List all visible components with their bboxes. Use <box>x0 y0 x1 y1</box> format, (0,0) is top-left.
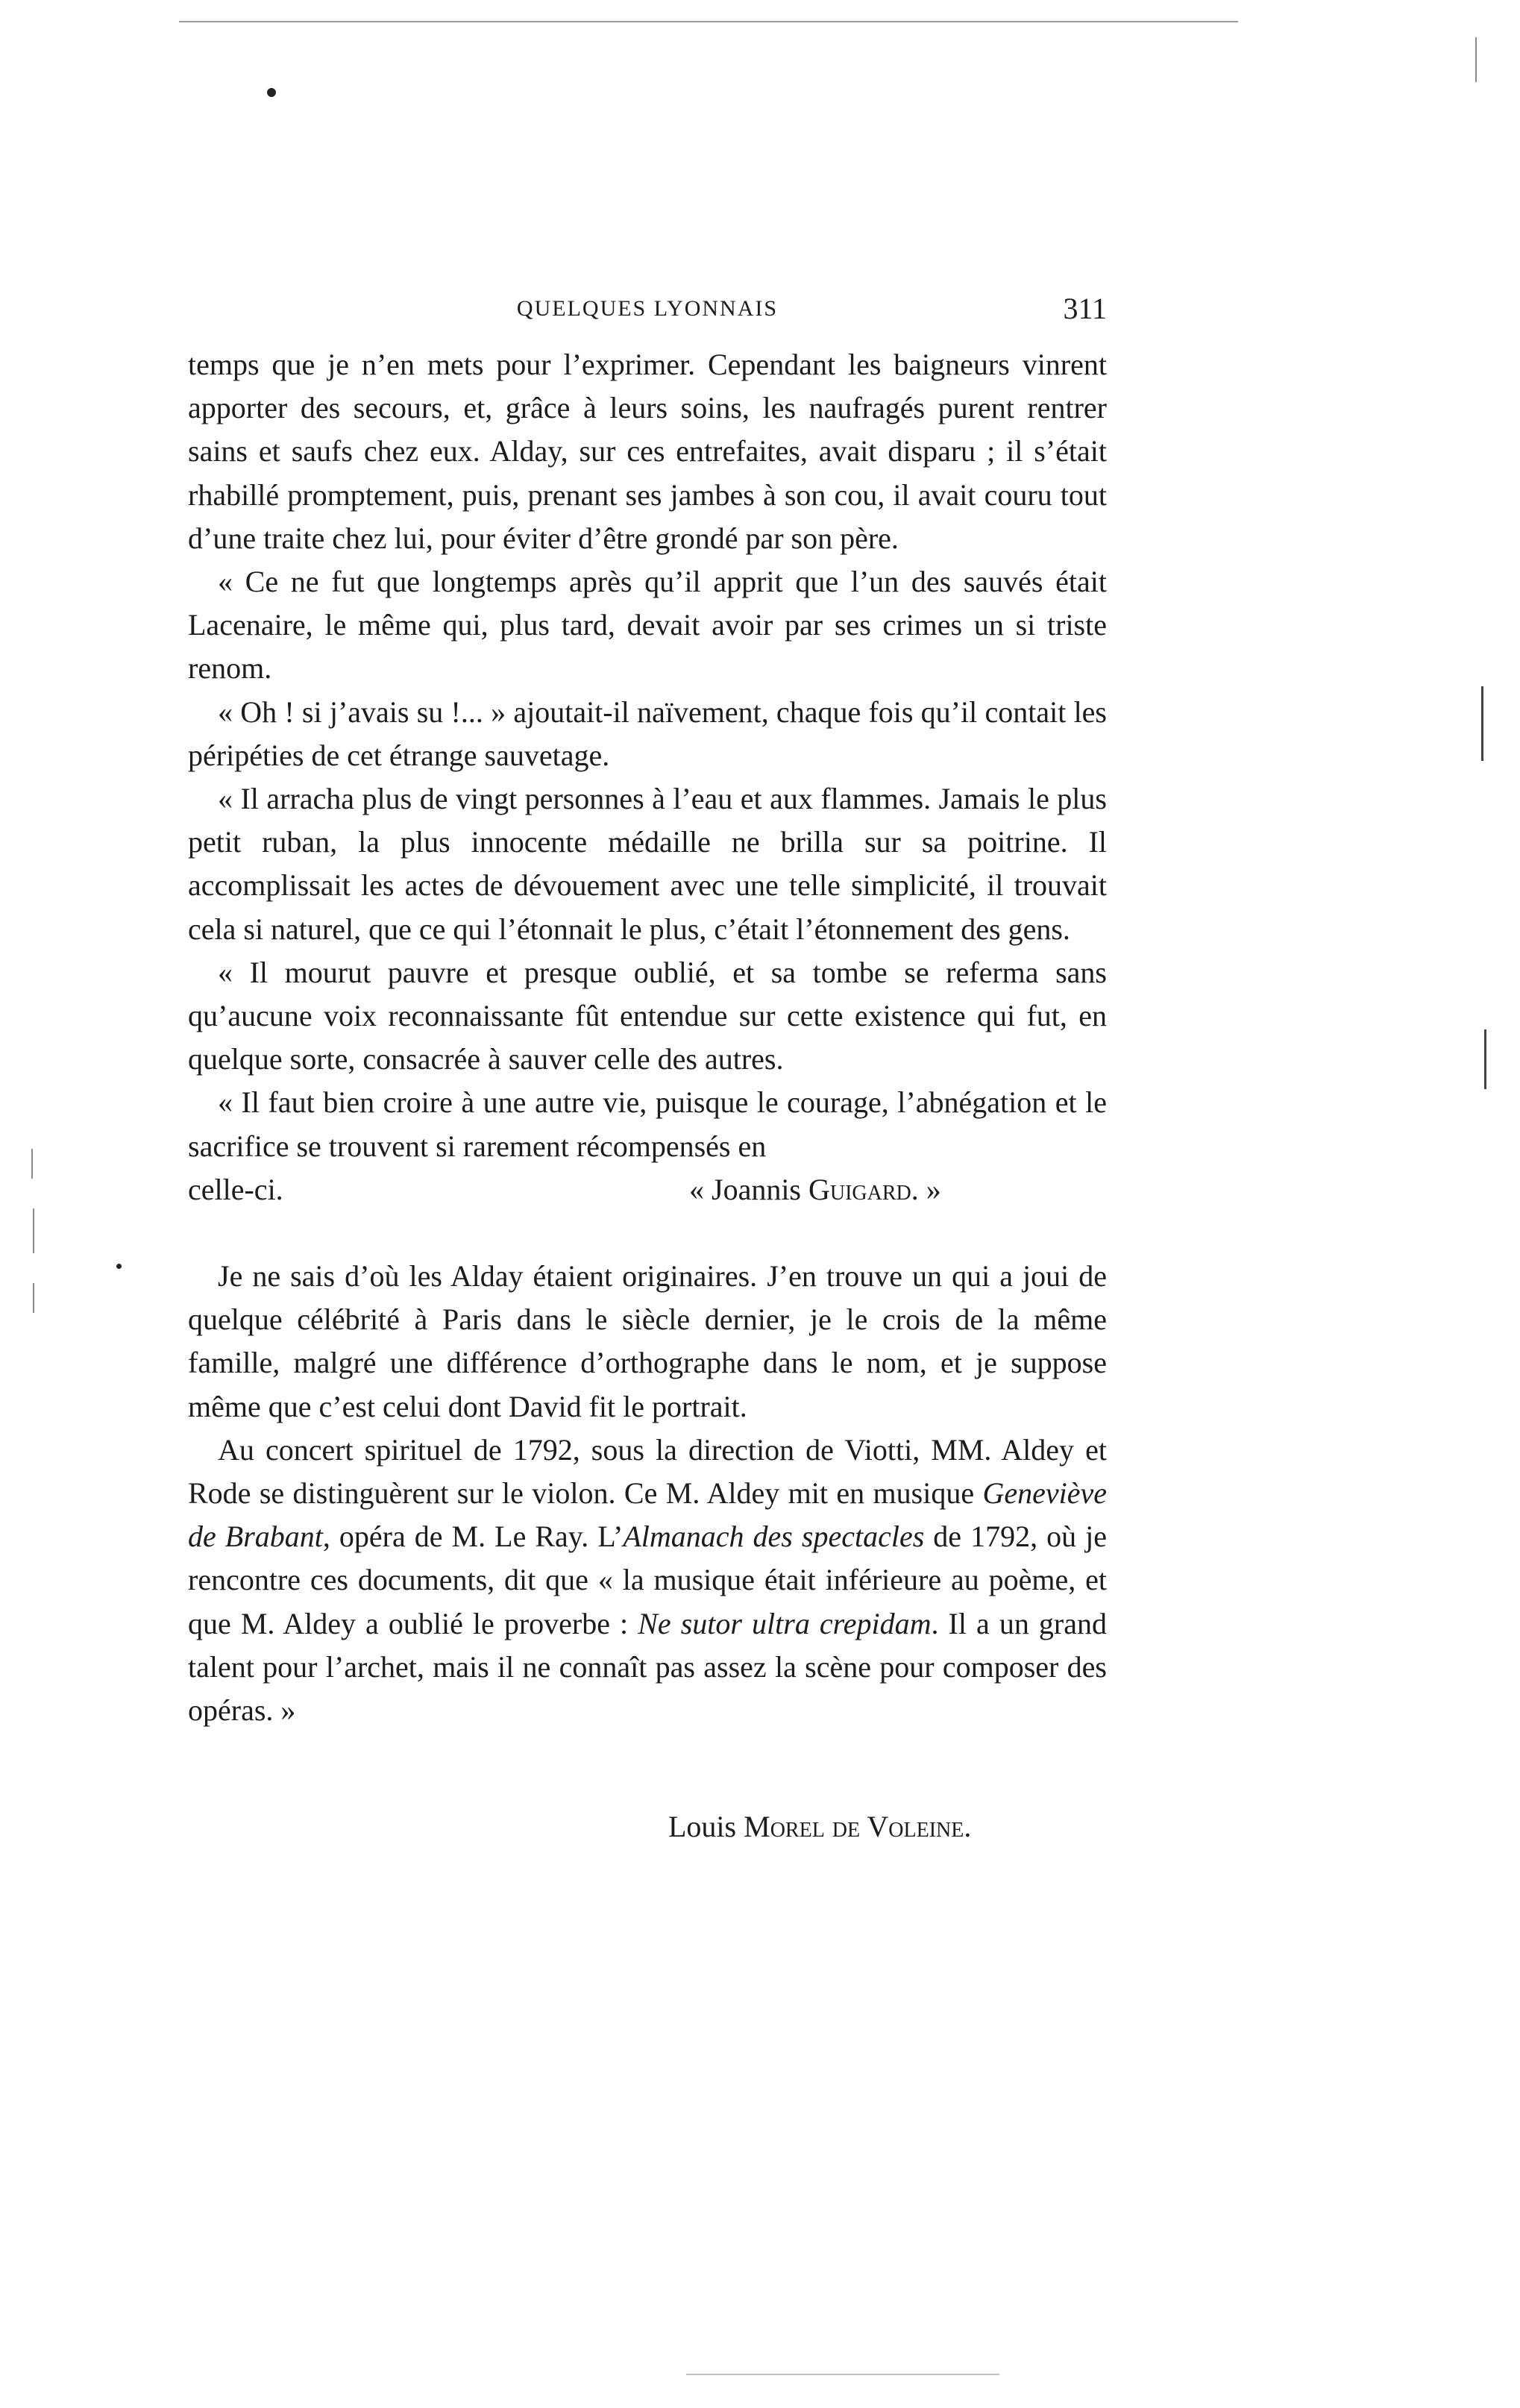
edge-mark <box>33 1208 34 1253</box>
concert-paragraph <box>188 1429 1107 1732</box>
page-number: 311 <box>1063 292 1107 325</box>
quote-signature-line <box>188 1168 1107 1211</box>
quote-last-line: celle-ci. <box>188 1172 283 1206</box>
paragraph: « Il mourut pauvre et presque oublié, et sa tombe se referma sans qu’aucune voix reconnaissante fût entendue sur cette existence qui fut, en quelque sorte, consacrée à sauver celle des autres. <box>188 955 1107 1076</box>
opera-title: Geneviève de Brabant <box>188 1476 1107 1554</box>
quote-signature <box>689 1168 941 1211</box>
text-run: , opéra de M. Le Ray. L’ <box>322 1520 624 1554</box>
running-title: QUELQUES LYONNAIS <box>516 296 779 321</box>
edge-mark <box>1475 37 1477 82</box>
edge-mark <box>31 1149 33 1179</box>
bottom-edge-line <box>686 2374 999 2375</box>
running-header <box>188 286 1107 331</box>
text-run: . Il a un grand talent pour l’archet, mais il ne connaît pas assez la scène pour composer des opéras. » <box>188 1606 1107 1728</box>
ink-speck <box>267 88 276 97</box>
author-first-name: Louis <box>668 1810 737 1843</box>
author-name: Morel de Voleine. <box>744 1810 972 1843</box>
almanac-title: Almanach des spectacles <box>623 1520 925 1554</box>
signature-name: Guigard <box>808 1172 911 1206</box>
author-signature <box>668 1805 971 1849</box>
text-run: de 1792, où je rencontre ces documents, dit que « la musique était inférieure au poème, et que M. Aldey a oublié le proverbe : <box>188 1520 1107 1640</box>
edge-mark <box>33 1283 34 1313</box>
paragraph: « Oh ! si j’avais su !... » ajoutait-il naïvement, chaque fois qu’il contait les péripéties de cet étrange sauvetage. <box>188 695 1107 772</box>
edge-mark <box>1484 1029 1486 1089</box>
top-edge-line <box>179 21 1238 22</box>
paragraph: « Il arracha plus de vingt personnes à l’eau et aux flammes. Jamais le plus petit ruban, la plus innocente médaille ne brilla sur sa poitrine. Il accomplissait les actes de dévouement avec une telle simplicité, il trouvait cela si naturel, que ce qui l’étonnait le plus, c’était l’étonnement des gens. <box>188 782 1107 946</box>
signature-open: « Joannis <box>689 1172 801 1206</box>
edge-mark <box>1481 686 1483 761</box>
signature-close: . » <box>911 1172 941 1206</box>
text-run: Au concert spirituel de 1792, sous la direction de Viotti, MM. Aldey et Rode se distinguèrent sur le violon. Ce M. Aldey mit en musique <box>188 1432 1107 1511</box>
paragraph: temps que je n’en mets pour l’exprimer. Cependant les baigneurs vinrent apporter des secours, et, grâce à leurs soins, les naufragés purent rentrer sains et saufs chez eux. Alday, sur ces entrefaites, avait disparu ; il s’était rhabillé promptement, puis, prenant ses jambes à son cou, il avait couru tout d’une traite chez lui, pour éviter d’être grondé par son père. <box>188 348 1107 555</box>
body-text <box>188 343 1107 1732</box>
latin-proverb: Ne sutor ultra crepidam <box>638 1606 932 1640</box>
paragraph: Je ne sais d’où les Alday étaient originaires. J’en trouve un qui a joui de quelque célébrité à Paris dans le siècle dernier, je le crois de la même famille, malgré une différence d’orthographe dans le nom, et je suppose même que c’est celui dont David fit le portrait. <box>188 1259 1107 1423</box>
paragraph: « Il faut bien croire à une autre vie, puisque le courage, l’abnégation et le sacrifice se trouvent si rarement récompensés en <box>188 1085 1107 1163</box>
ink-speck <box>116 1264 122 1269</box>
paragraph: « Ce ne fut que longtemps après qu’il apprit que l’un des sauvés était Lacenaire, le même qui, plus tard, devait avoir par ses crimes un si triste renom. <box>188 565 1107 686</box>
